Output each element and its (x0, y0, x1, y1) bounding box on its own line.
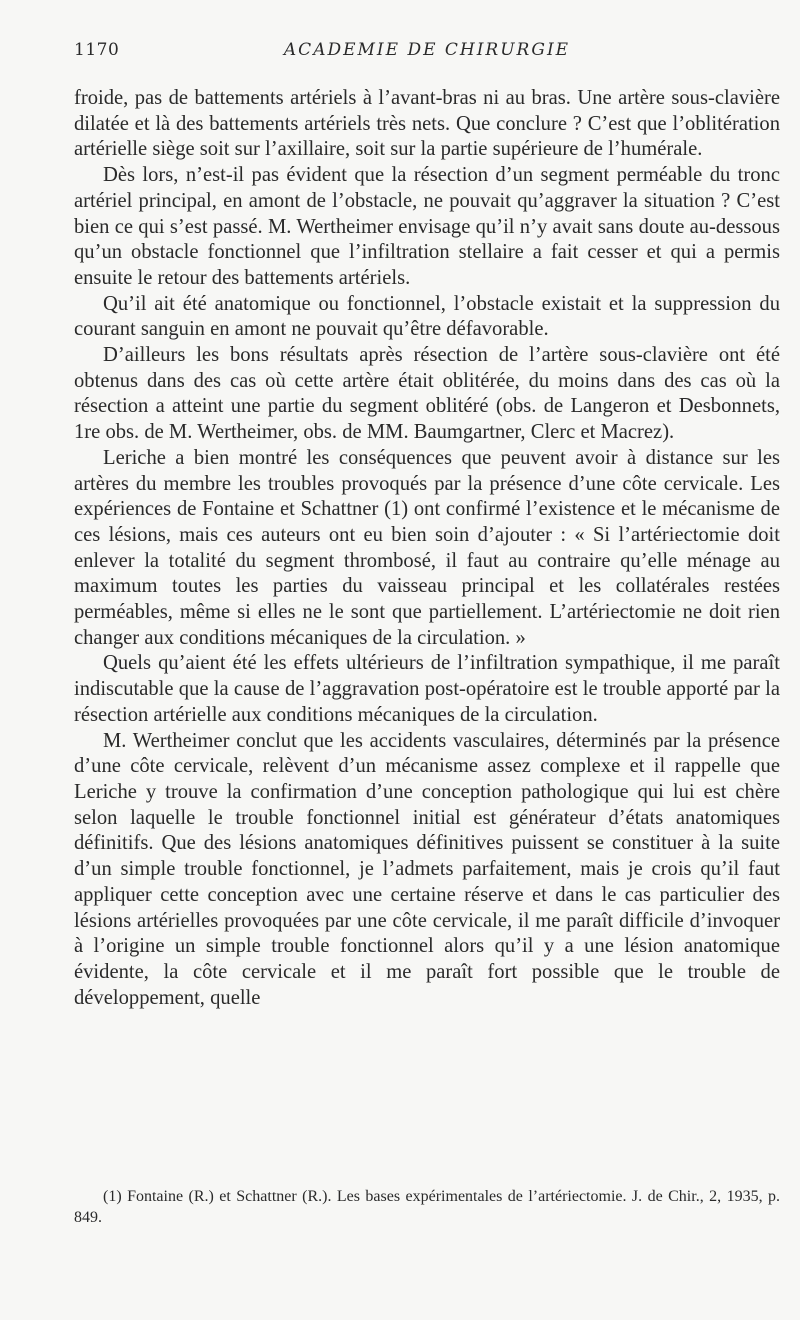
paragraph-6: Quels qu’aient été les effets ultérieurs de l’infiltration sympathique, il me paraît indiscutable que la cause de l’aggravation post-opératoire est le trouble apporté par la résection artérielle aux conditions mécaniques de la circulation. (74, 652, 780, 726)
paragraph-5: Leriche a bien montré les conséquences que peuvent avoir à distance sur les artères du membre les troubles provoqués par la présence d’une côte cervicale. Les expériences de Fontaine et Schattner (1) ont confirmé l’existence et le mécanisme de ces lésions, mais ces auteurs ont eu bien soin d’ajouter : « Si l’artériectomie doit enlever la totalité du segment thrombosé, il faut au contraire qu’elle ménage au maximum toutes les parties du vaisseau principal et les collatérales restées perméables, même si elles ne le sont que partiellement. L’artériectomie ne doit rien changer aux conditions mécaniques de la circulation. » (74, 446, 780, 649)
running-head: ACADEMIE DE CHIRURGIE (283, 40, 571, 60)
paragraph-2: Dès lors, n’est-il pas évident que la résection d’un segment perméable du tronc artériel principal, en amont de l’obstacle, ne pouvait qu’aggraver la situation ? C’est bien ce qui s’est passé. M. Wertheimer envisage qu’il n’y avait sans doute au-dessous qu’un obstacle fonctionnel que l’infiltration stellaire a fait cesser et qui a permis ensuite le retour des battements artériels. (74, 164, 780, 289)
footnote-text: (1) Fontaine (R.) et Schattner (R.). Les bases expérimentales de l’artériectomie. J. de Chir., 2, 1935, p. 849. (74, 1188, 780, 1226)
footnote (74, 1186, 780, 1228)
paragraph-1: froide, pas de battements artériels à l’avant-bras ni au bras. Une artère sous-clavière dilatée et là des battements artériels très nets. Que conclure ? C’est que l’oblitération artérielle siège soit sur l’axillaire, soit sur la partie supérieure de l’humérale. (74, 87, 780, 161)
body-text (74, 86, 780, 1011)
page-number: 1170 (74, 40, 120, 60)
paragraph-7: M. Wertheimer conclut que les accidents vasculaires, déterminés par la présence d’une côte cervicale, relèvent d’un mécanisme assez complexe et il rappelle que Leriche y trouve la confirmation d’une conception pathologique qui lui est chère selon laquelle le trouble fonctionnel initial est générateur d’états anatomiques définitifs. Que des lésions anatomiques définitives puissent se constituer à la suite d’un simple trouble fonctionnel, je l’admets parfaitement, mais je crois qu’il faut appliquer cette conception avec une certaine réserve et dans le cas particulier des lésions artérielles provoquées par une côte cervicale, il me paraît difficile d’invoquer à l’origine un simple trouble fonctionnel alors qu’il y a une lésion anatomique évidente, la côte cervicale et il me paraît fort possible que le trouble de développement, quelle (74, 729, 780, 1009)
paragraph-4: D’ailleurs les bons résultats après résection de l’artère sous-clavière ont été obtenus dans des cas où cette artère était oblitérée, du moins dans des cas où la résection a atteint une partie du segment oblitéré (obs. de Langeron et Desbonnets, 1re obs. de M. Wertheimer, obs. de MM. Baumgartner, Clerc et Macrez). (74, 344, 780, 444)
page-header (74, 40, 780, 70)
paragraph-3: Qu’il ait été anatomique ou fonctionnel, l’obstacle existait et la suppression du courant sanguin en amont ne pouvait qu’être défavorable. (74, 292, 780, 341)
